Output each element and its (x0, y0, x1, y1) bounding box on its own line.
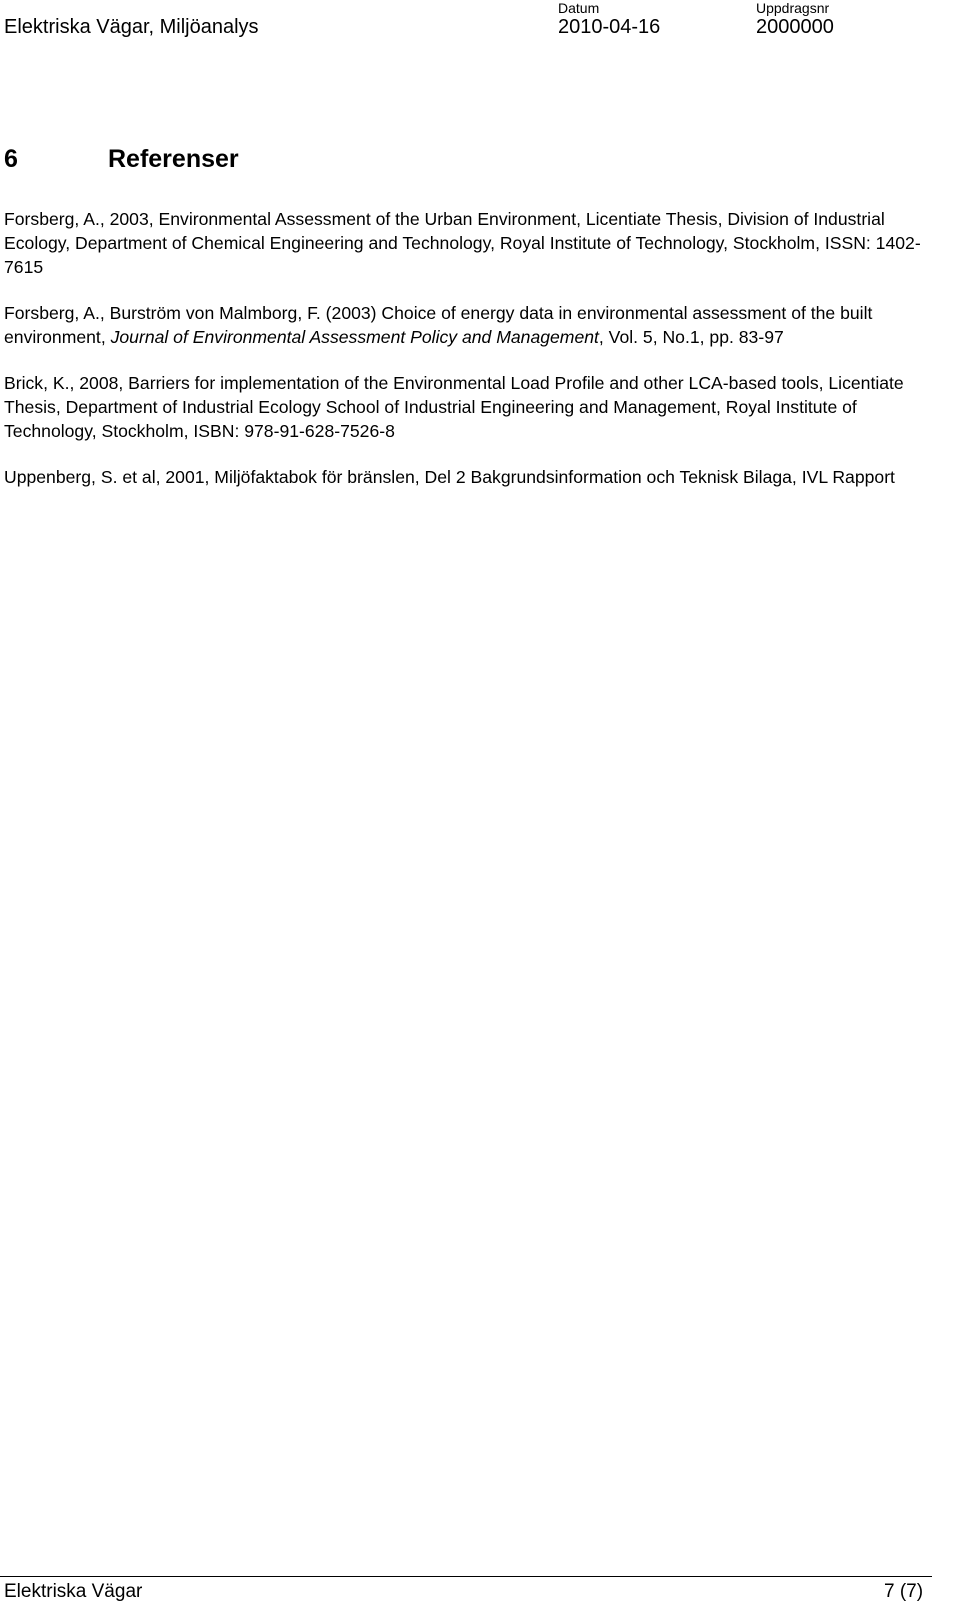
header-nr-value: 2000000 (756, 16, 834, 38)
header-date (558, 0, 660, 40)
header-assignment-number (756, 0, 834, 40)
header-date-value: 2010-04-16 (558, 16, 661, 38)
footer-title: Elektriska Vägar (4, 1581, 143, 1602)
section-heading (4, 144, 239, 174)
footer-divider (0, 1576, 932, 1577)
reference-item (4, 301, 944, 349)
section-number: 6 (4, 145, 18, 173)
section-title: Referenser (108, 145, 239, 173)
reference-item: Brick, K., 2008, Barriers for implementation of the Environmental Load Profile and other LCA-based tools, Licentiate Thesis, Department of Industrial Ecology School of Industrial Engineering and Management, Royal Institute of Technology, Stockholm, ISBN: 978-91-628-7526-8 (4, 373, 904, 441)
reference-list (4, 207, 944, 511)
reference-text: , Vol. 5, No.1, pp. 83-97 (598, 327, 784, 347)
header-nr-label: Uppdragsnr (756, 0, 830, 16)
header-title: Elektriska Vägar, Miljöanalys (4, 16, 259, 38)
reference-journal: Journal of Environmental Assessment Policy and Management (110, 327, 599, 347)
reference-text: Forsberg, A., Burström von Malmborg, F. (2003) Choice of energy data in environmental assessment of the built environment, (4, 303, 873, 347)
header-date-label: Datum (558, 0, 600, 16)
reference-item: Forsberg, A., 2003, Environmental Assessment of the Urban Environment, Licentiate Thesis, Division of Industrial Ecology, Department of Chemical Engineering and Technology, Royal Institute of Technology, Stockholm, ISSN: 1402-7615 (4, 209, 921, 277)
reference-item: Uppenberg, S. et al, 2001, Miljöfaktabok för bränslen, Del 2 Bakgrundsinformation och Teknisk Bilaga, IVL Rapport (4, 467, 895, 487)
page-number: 7 (7) (884, 1581, 924, 1602)
